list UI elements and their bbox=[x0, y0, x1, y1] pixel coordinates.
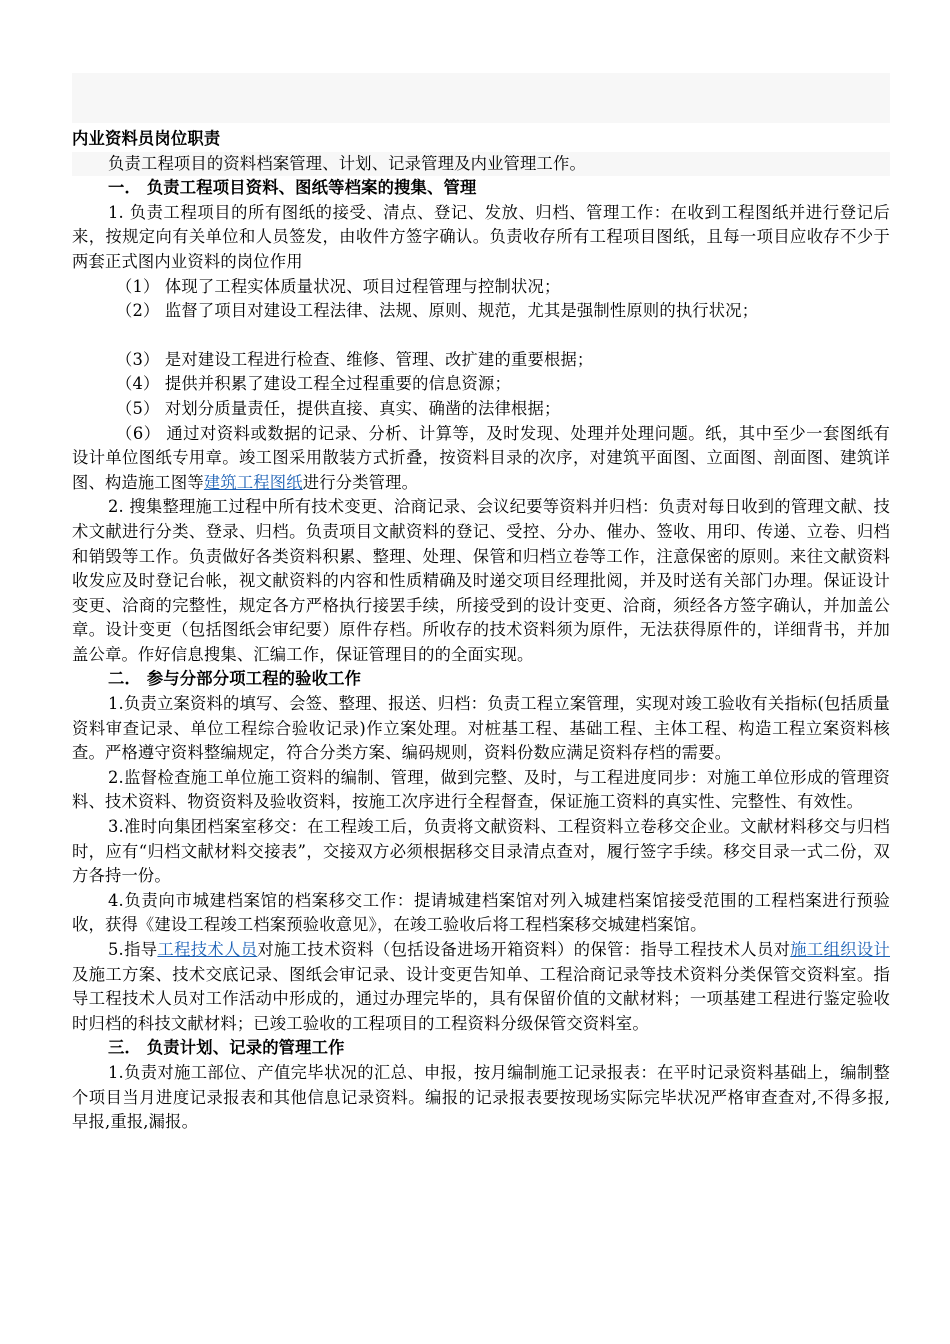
list-item-1: （1） 体现了工程实体质量状况、项目过程管理与控制状况； bbox=[116, 276, 561, 296]
section-3-heading: 三． 负责计划、记录的管理工作 bbox=[108, 1038, 345, 1058]
link-engineering-staff[interactable]: 工程技术人员 bbox=[157, 940, 258, 959]
section-3-paragraph-1: 1.负责对施工部位、产值完毕状况的汇总、申报，按月编制施工记录报表：在平时记录资料基础上，编制整个项目当月进度记录报表和其他信息记录资料。编报的记录报表要按现场实际完毕状况严格审查查对,不得多报,早报,重报,漏报。 bbox=[72, 1062, 890, 1132]
section-2-paragraph-3: 3.准时向集团档案室移交：在工程竣工后，负责将文献资料、工程资料立卷移交企业。文献材料移交与归档时，应有“归档文献材料交接表”，交接双方必须根据移交目录清点查对，履行签字手续。移交目录一式二份，双方各持一份。 bbox=[72, 817, 890, 886]
list-item-2: （2） 监督了项目对建设工程法律、法规、原则、规范，尤其是强制性原则的执行状况； bbox=[116, 301, 759, 321]
list-item-4: （4） 提供并积累了建设工程全过程重要的信息资源； bbox=[116, 374, 512, 394]
list-item-5: （5） 对划分质量责任，提供直接、真实、确凿的法律根据； bbox=[116, 398, 561, 418]
link-building-drawings[interactable]: 建筑工程图纸 bbox=[203, 472, 303, 492]
list-item-3: （3） 是对建设工程进行检查、维修、管理、改扩建的重要根据； bbox=[116, 349, 594, 369]
section-2-paragraph-5 bbox=[72, 938, 890, 1036]
section-1-heading: 一． 负责工程项目资料、图纸等档案的搜集、管理 bbox=[108, 178, 477, 198]
section-2-paragraph-1: 1.负责立案资料的填写、会签、整理、报送、归档：负责工程立案管理，实现对竣工验收有关指标(包括质量资料审查记录、单位工程综合验收记录)作立案处理。对桩基工程、基础工程、主体工程、构造工程立案资料核查。严格遵守资料整编规定，符合分类方案、编码规则，资料份数应满足资料存档的需要。 bbox=[72, 694, 890, 763]
section-2-paragraph-2: 2.监督检查施工单位施工资料的编制、管理，做到完整、及时，与工程进度同步：对施工单位形成的管理资料、技术资料、物资资料及验收资料，按施工次序进行全程督查，保证施工资料的真实性、完整性、有效性。 bbox=[72, 767, 890, 812]
document-title: 内业资料员岗位职责 bbox=[72, 129, 221, 148]
list-item-6-text-b: 进行分类管理。 bbox=[302, 472, 419, 492]
section-1-paragraph-1: 1. 负责工程项目的所有图纸的接受、清点、登记、发放、归档、管理工作：在收到工程图纸并进行登记后来，按规定向有关单位和人员签发，由收件方签字确认。负责收存所有工程项目图纸，且每一项目应收存不少于两套正式图内业资料的岗位作用 bbox=[72, 202, 890, 271]
section-2-paragraph-5-text-b: 对施工技术资料（包括设备进场开箱资料）的保管：指导工程技术人员对 bbox=[257, 940, 791, 959]
section-2-heading: 二． 参与分部分项工程的验收工作 bbox=[108, 669, 362, 689]
section-2-paragraph-5-text-a: 5.指导 bbox=[108, 940, 158, 959]
section-2-paragraph-4: 4.负责向市城建档案馆的档案移交工作：提请城建档案馆对列入城建档案馆接受范围的工程档案进行预验收，获得《建设工程竣工档案预验收意见》，在竣工验收后将工程档案移交城建档案馆。 bbox=[72, 890, 890, 935]
header-band bbox=[72, 73, 890, 123]
document-body bbox=[72, 127, 890, 1135]
intro-paragraph: 负责工程项目的资料档案管理、计划、记录管理及内业管理工作。 bbox=[72, 152, 890, 177]
blank-line bbox=[72, 324, 890, 348]
list-item-6-text-a: （6） 通过对资料或数据的记录、分析、计算等，及时发现、处理并处理问题。纸，其中至少一套图纸有设计单位图纸专用章。竣工图采用散装方式折叠，按资料目录的次序，对建筑平面图、立面图、剖面图、建筑详图、构造施工图等 bbox=[72, 423, 890, 492]
section-1-paragraph-2: 2. 搜集整理施工过程中所有技术变更、洽商记录、会议纪要等资料并归档：负责对每日收到的管理文献、技术文献进行分类、登录、归档。负责项目文献资料的登记、受控、分办、催办、签收、用印、传递、立卷、归档和销毁等工作。负责做好各类资料积累、整理、处理、保管和归档立卷等工作，注意保密的原则。来往文献资料收发应及时登记台帐，视文献资料的内容和性质精确及时递交项目经理批阅，并及时送有关部门办理。保证设计变更、洽商的完整性，规定各方严格执行接罢手续，所接受到的设计变更、洽商，须经各方签字确认，并加盖公章。设计变更（包括图纸会审纪要）原件存档。所收存的技术资料须为原件，无法获得原件的，详细背书，并加盖公章。作好信息搜集、汇编工作，保证管理目的的全面实现。 bbox=[72, 497, 890, 664]
list-item-6 bbox=[72, 422, 890, 496]
section-2-paragraph-5-text-c: 及施工方案、技术交底记录、图纸会审记录、设计变更告知单、工程洽商记录等技术资料分类保管交资料室。指导工程技术人员对工作活动中形成的，通过办理完毕的，具有保留价值的文献材料；一项基建工程进行鉴定验收时归档的科技文献材料；已竣工验收的工程项目的工程资料分级保管交资料室。 bbox=[72, 964, 890, 1033]
link-construction-design[interactable]: 施工组织设计 bbox=[790, 940, 890, 959]
